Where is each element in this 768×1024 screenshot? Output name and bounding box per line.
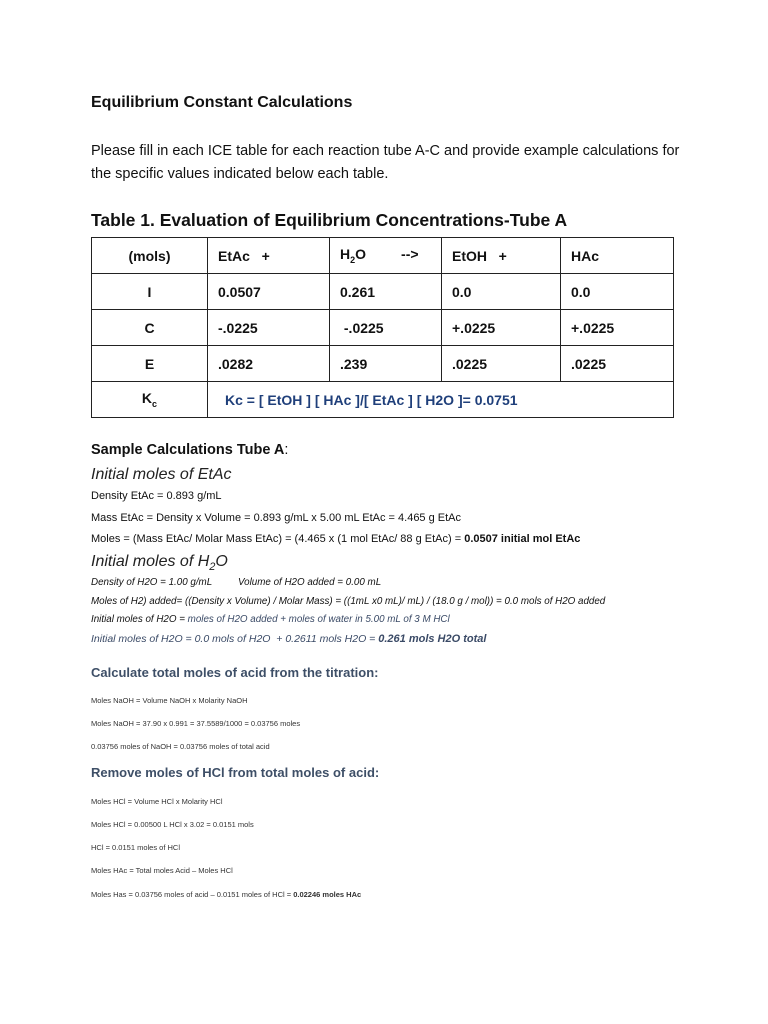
titration-line: 0.03756 moles of NaOH = 0.03756 moles of total acid [91, 742, 270, 751]
header-cell-etac: EtAc + [208, 238, 330, 274]
table-cell: 0.0507 [208, 274, 330, 310]
h2o-heading: Initial moles of $H_2O$ [91, 553, 228, 574]
h2o-density-line: Density of H2O = 1.00 g/mL [91, 577, 213, 588]
header-cell-hac: HAc [561, 238, 674, 274]
kc-label: $K_c$ [92, 382, 208, 418]
intro-paragraph: Please fill in each ICE table for each reaction tube A-C and provide example calculations for the specific values indicated below each table. [91, 143, 680, 182]
hcl-line: Moles HCl = 0.00500 L HCl x 3.02 = 0.0151 mols [91, 820, 254, 829]
hcl-line: Moles HAc = Total moles Acid – Moles HCl [91, 866, 233, 875]
table-cell: .0225 [561, 346, 674, 382]
table-row-equilibrium [92, 346, 674, 382]
header-cell-mols: (mols) [92, 238, 208, 274]
h2o-moles-added-line: Moles of H2) added= ((Density x Volume) / Molar Mass) = ((1mL x0 mL)/ mL) / (18.0 g / mol)) = 0.0 mols of H2O added [91, 596, 606, 607]
table-cell: -.0225 [330, 310, 442, 346]
h2o-total-line: Initial moles of H2O = 0.0 mols of H2O + 0.2611 mols H2O = 0.261 mols H2O total [91, 633, 487, 645]
table-cell: +.0225 [442, 310, 561, 346]
table-cell: .239 [330, 346, 442, 382]
header-cell-h2o: $H_2O$ --> [330, 238, 442, 274]
hcl-line: HCl = 0.0151 moles of HCl [91, 843, 180, 852]
h2o-volume-line: Volume of H2O added = 0.00 mL [238, 577, 382, 588]
sample-calculations-heading: Sample Calculations Tube A: [91, 442, 289, 458]
titration-line: Moles NaOH = 37.90 x 0.991 = 37.5589/1000 = 0.03756 moles [91, 719, 301, 728]
titration-heading: Calculate total moles of acid from the titration: [91, 665, 379, 680]
row-label: E [92, 346, 208, 382]
titration-line: Moles NaOH = Volume NaOH x Molarity NaOH [91, 696, 248, 705]
etac-moles-line: Moles = (Mass EtAc/ Molar Mass EtAc) = (4.465 x (1 mol EtAc/ 88 g EtAc) = 0.0507 initial mol EtAc [91, 533, 581, 545]
table-cell: +.0225 [561, 310, 674, 346]
table-cell: 0.0 [561, 274, 674, 310]
table-row-initial [92, 274, 674, 310]
hac-result-line: Moles Has = 0.03756 moles of acid – 0.0151 moles of HCl = 0.02246 moles HAc [91, 890, 362, 899]
hcl-line: Moles HCl = Volume HCl x Molarity HCl [91, 797, 223, 806]
row-label: I [92, 274, 208, 310]
hcl-heading: Remove moles of HCl from total moles of acid: [91, 765, 380, 780]
table-cell: 0.0 [442, 274, 561, 310]
table-row-change [92, 310, 674, 346]
table-cell: .0225 [442, 346, 561, 382]
h2o-initial-line: Initial moles of H2O = moles of H2O added + moles of water in 5.00 mL of 3 M HCl [91, 614, 450, 625]
table-cell: -.0225 [208, 310, 330, 346]
row-label: C [92, 310, 208, 346]
table-caption: Table 1. Evaluation of Equilibrium Concentrations-Tube A [91, 210, 568, 230]
ice-table [91, 237, 674, 418]
table-cell: 0.261 [330, 274, 442, 310]
header-cell-etoh: EtOH + [442, 238, 561, 274]
etac-density-line: Density EtAc = 0.893 g/mL [91, 490, 222, 502]
document-title: Equilibrium Constant Calculations [91, 94, 353, 111]
kc-formula: Kc = [ EtOH ] [ HAc ]/[ EtAc ] [ H2O ]= 0.0751 [208, 382, 674, 418]
etac-mass-line: Mass EtAc = Density x Volume = 0.893 g/mL x 5.00 mL EtAc = 4.465 g EtAc [91, 512, 462, 524]
etac-heading: Initial moles of EtAc [91, 466, 232, 483]
table-header-row [92, 238, 674, 274]
table-row-kc [92, 382, 674, 418]
table-cell: .0282 [208, 346, 330, 382]
